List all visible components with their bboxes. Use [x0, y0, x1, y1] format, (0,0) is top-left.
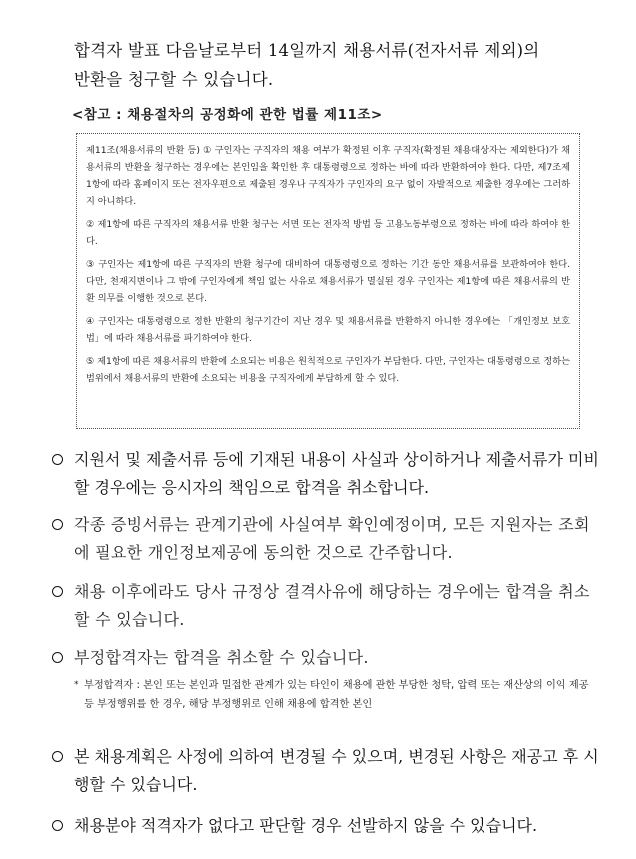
bullet-text: 부정합격자는 합격을 취소할 수 있습니다. [74, 648, 369, 667]
law-excerpt-box [76, 133, 580, 429]
intro-line-2: 반환을 청구할 수 있습니다. [74, 70, 274, 89]
law-paragraph-1: 제11조(채용서류의 반환 등) ① 구인자는 구직자의 채용 여부가 확정된 이후 구직자(확정된 채용대상자는 제외한다)가 채용서류의 반환을 청구하는 경우에는 본인임을 확인한 후 대통령령으로 정하는 바에 따라 반환하여야 한다. 다만, 제7조제1항에 따라 홈페이지 또는 전자우편으로 제출된 경우나 구직자가 구인자의 요구 없이 자발적으로 제출한 경우에는 그러하지 아니하다. [86, 145, 570, 207]
law-paragraph-2: ② 제1항에 따른 구직자의 채용서류 반환 청구는 서면 또는 전자적 방법 등 고용노동부령으로 정하는 바에 따라 하여야 한다. [86, 219, 570, 247]
bullet-item [52, 644, 600, 672]
law-paragraph-4: ④ 구인자는 대통령령으로 정한 반환의 청구기간이 지난 경우 및 채용서류를 반환하지 아니한 경우에는 「개인정보 보호법」에 따라 채용서류를 파기하여야 한다. [86, 316, 570, 344]
bullet-text: 각종 증빙서류는 관계기관에 사실여부 확인예정이며, 모든 지원자는 조회에 필요한 개인정보제공에 동의한 것으로 간주합니다. [74, 515, 590, 562]
circle-bullet-icon [52, 652, 63, 663]
asterisk-marker: * [74, 680, 79, 690]
reference-title: <참고 : 채용절차의 공정화에 관한 법률 제11조> [72, 107, 383, 123]
bullet-item [52, 511, 600, 567]
circle-bullet-icon [52, 454, 63, 465]
bullet-text: 지원서 및 제출서류 등에 기재된 내용이 사실과 상이하거나 제출서류가 미비할 경우에는 응시자의 책임으로 합격을 취소합니다. [74, 450, 599, 497]
fraud-definition-note [74, 676, 594, 714]
bullet-item [52, 446, 600, 502]
intro-line-1: 합격자 발표 다음날로부터 14일까지 채용서류(전자서류 제외)의 [74, 41, 540, 60]
circle-bullet-icon [52, 586, 63, 597]
bullet-text: 본 채용계획은 사정에 의하여 변경될 수 있으며, 변경된 사항은 재공고 후 시행할 수 있습니다. [74, 747, 599, 794]
circle-bullet-icon [52, 751, 63, 762]
bullet-item [52, 578, 600, 634]
bullet-item [52, 743, 600, 799]
bullet-text: 채용 이후에라도 당사 규정상 결격사유에 해당하는 경우에는 합격을 취소할 수 있습니다. [74, 582, 590, 629]
bullet-text: 채용분야 적격자가 없다고 판단할 경우 선발하지 않을 수 있습니다. [74, 816, 538, 835]
note-text: 부정합격자 : 본인 또는 본인과 밀접한 관계가 있는 타인이 채용에 관한 부당한 청탁, 압력 또는 재산상의 이익 제공 등 부정행위를 한 경우, 해당 부정행위로 인해 채용에 합격한 본인 [84, 680, 589, 710]
law-paragraph-5: ⑤ 제1항에 따른 채용서류의 반환에 소요되는 비용은 원칙적으로 구인자가 부담한다. 다만, 구인자는 대통령령으로 정하는 범위에서 채용서류의 반환에 소요되는 비용을 구직자에게 부담하게 할 수 있다. [86, 356, 570, 384]
circle-bullet-icon [52, 519, 63, 530]
law-paragraph-3: ③ 구인자는 제1항에 따른 구직자의 반환 청구에 대비하여 대통령령으로 정하는 기간 동안 채용서류를 보관하여야 한다. 다만, 천재지변이나 그 밖에 구인자에게 책임 없는 사유로 채용서류가 멸실된 경우 구인자는 제1항에 따른 채용서류의 반환 의무를 이행한 것으로 본다. [86, 259, 570, 304]
intro-paragraph [74, 36, 594, 94]
circle-bullet-icon [52, 820, 63, 831]
bullet-item [52, 812, 600, 840]
